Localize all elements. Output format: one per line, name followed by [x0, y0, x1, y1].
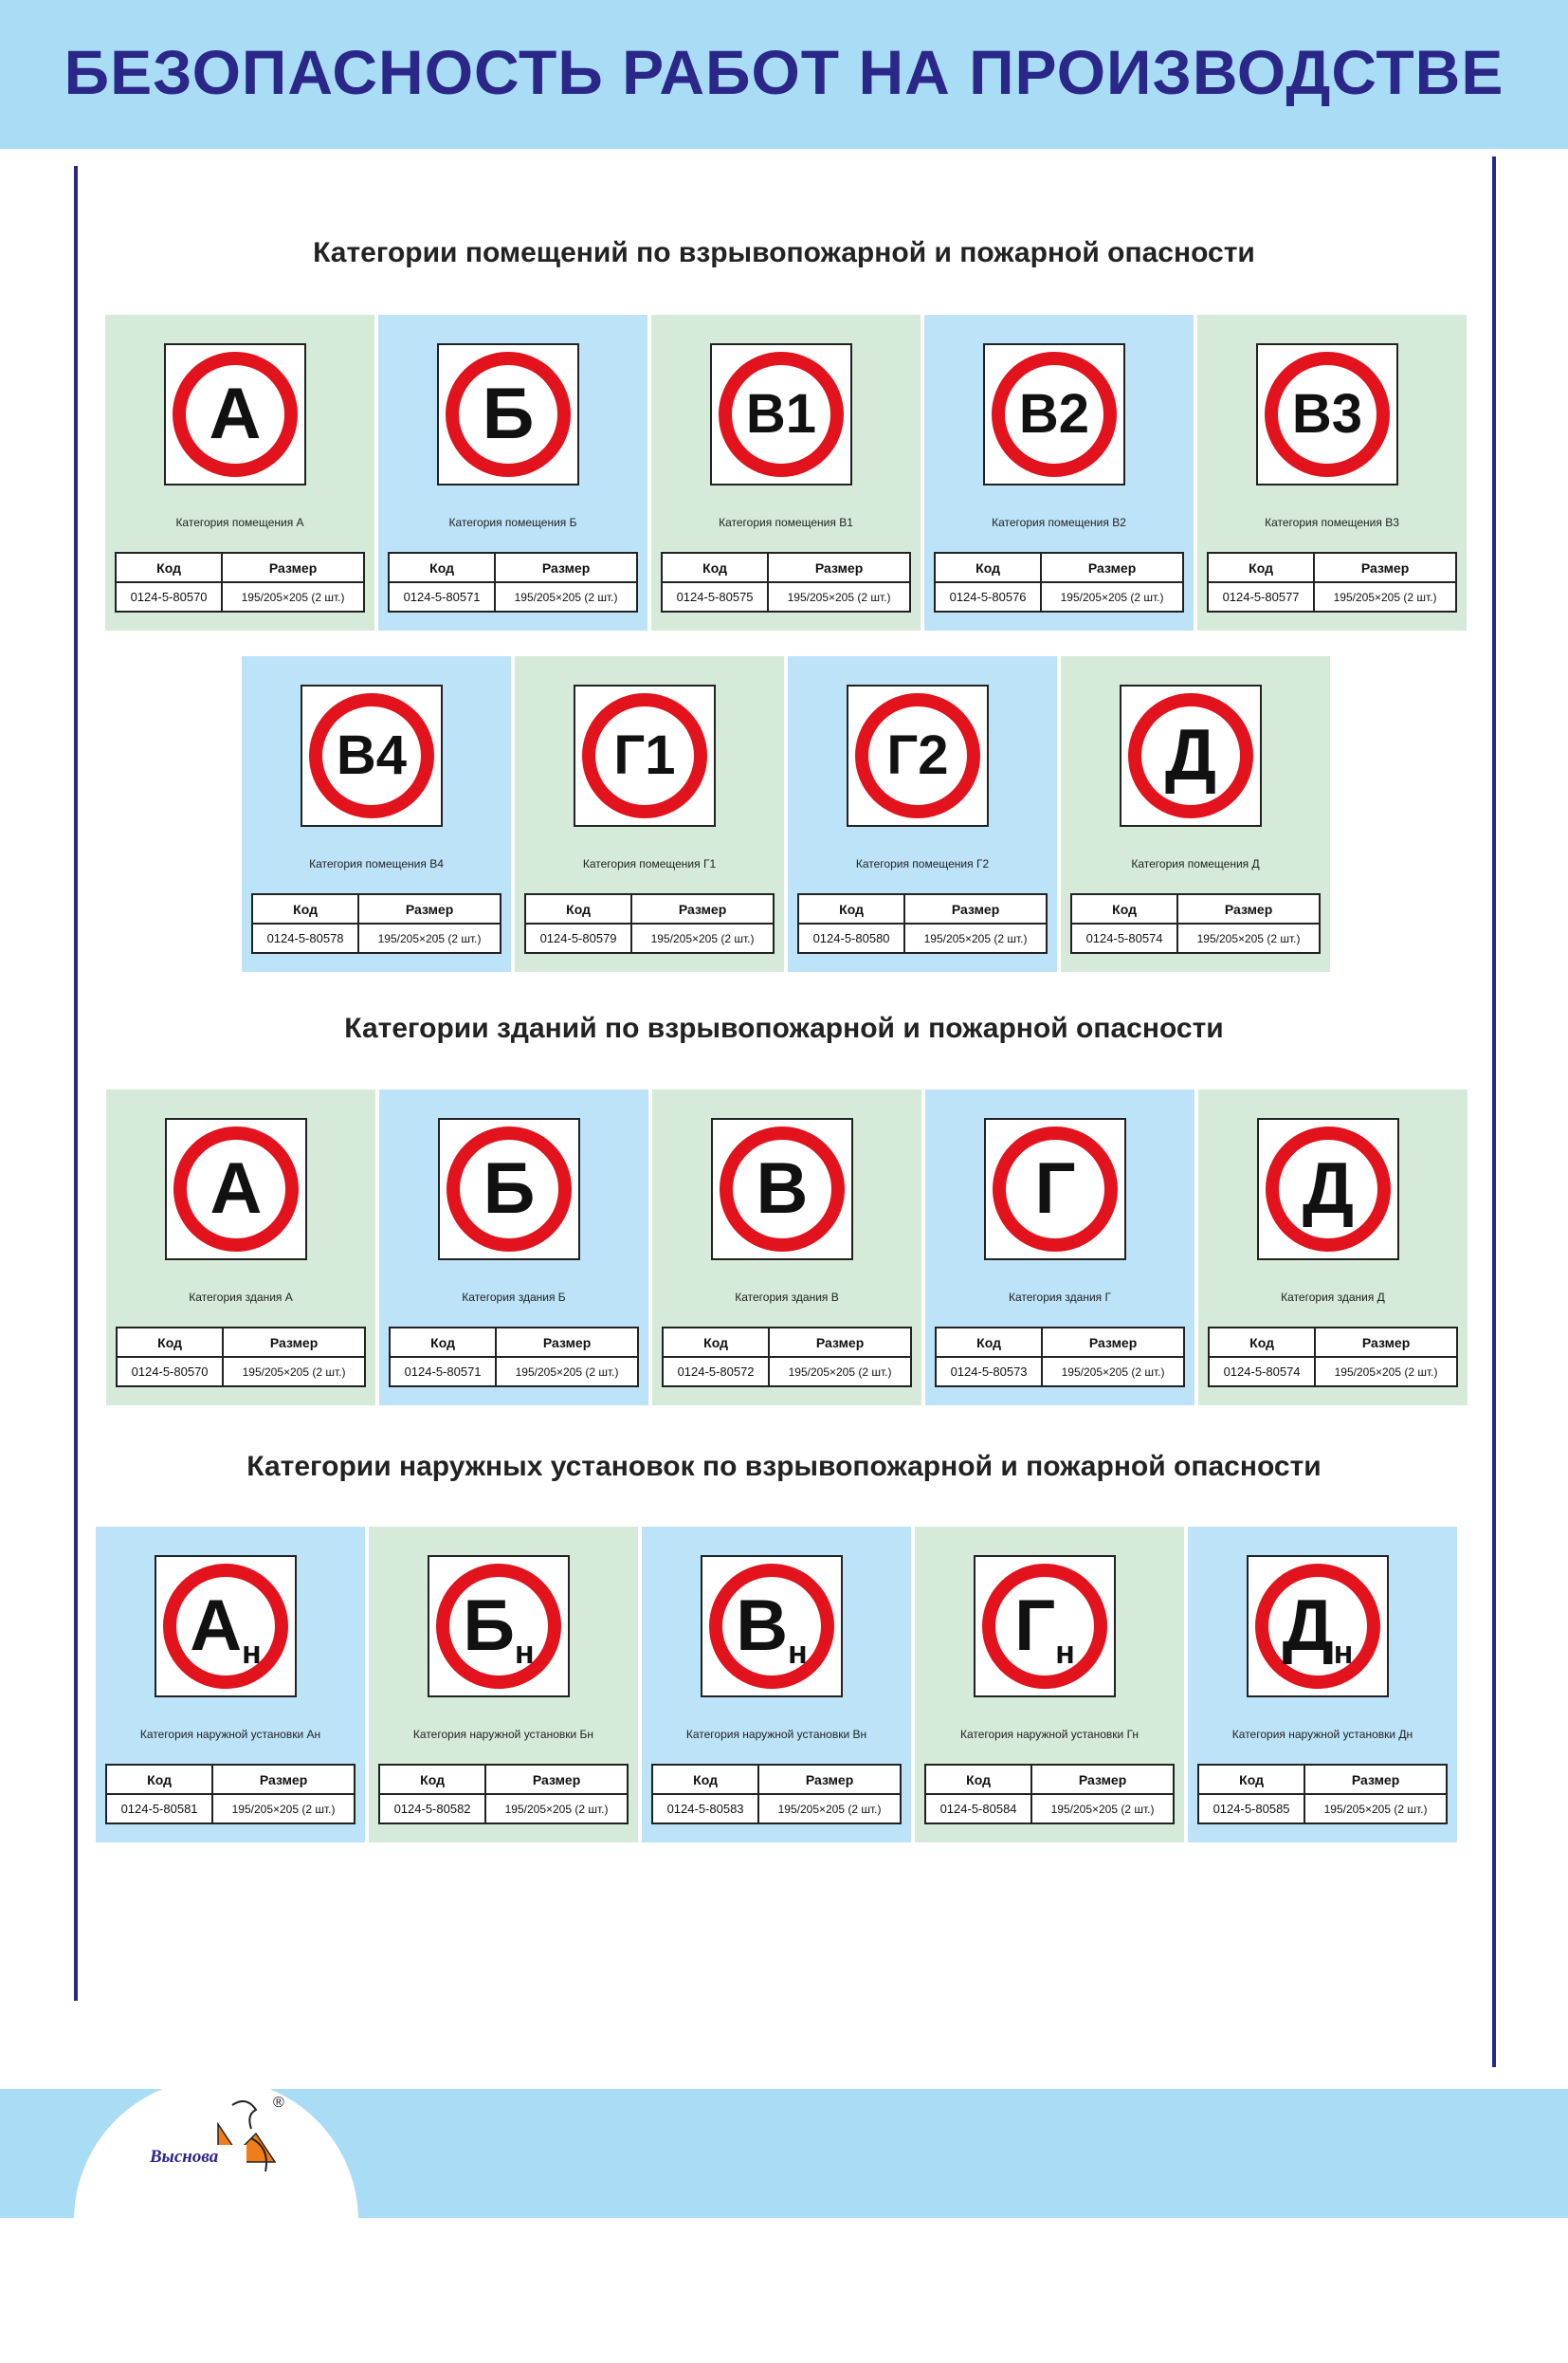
section-title-buildings: Категории зданий по взрывопожарной и пожарной опасности: [344, 1013, 1224, 1044]
code-header: Код: [106, 1765, 212, 1794]
category-letter: [1018, 383, 1090, 445]
sign-caption: Категория здания Д: [1281, 1291, 1385, 1304]
category-sign-card: [925, 1090, 1194, 1405]
code-value: 0124-5-80572: [663, 1357, 769, 1386]
code-header: Код: [925, 1765, 1031, 1794]
red-circle-icon: [719, 352, 844, 477]
category-letter: [463, 1585, 535, 1671]
size-header: Размер: [485, 1765, 628, 1794]
category-main: В: [756, 1148, 809, 1229]
category-sign: [847, 685, 989, 827]
category-letter: [483, 1148, 536, 1229]
size-value: 195/205×205 (2 шт.): [769, 1357, 911, 1386]
size-value: 195/205×205 (2 шт.): [758, 1794, 901, 1823]
rooms-row-2: [242, 656, 1330, 972]
sign-caption: Категория помещения Г1: [582, 857, 717, 870]
category-main: В: [736, 1585, 789, 1666]
category-sign: [1257, 1118, 1399, 1260]
category-sign: [438, 1118, 580, 1260]
category-letter: [736, 1585, 808, 1671]
code-value: 0124-5-80581: [106, 1794, 212, 1823]
sign-info-table: [1197, 1764, 1448, 1824]
category-sign: [711, 1118, 853, 1260]
page-title: БЕЗОПАСНОСТЬ РАБОТ НА ПРОИЗВОДСТВЕ: [64, 37, 1504, 107]
size-header: Размер: [631, 894, 774, 924]
code-header: Код: [1209, 1328, 1315, 1357]
code-header: Код: [379, 1765, 485, 1794]
code-header: Код: [117, 1328, 223, 1357]
code-value: 0124-5-80579: [525, 924, 631, 953]
category-letter: [1302, 1148, 1355, 1229]
size-header: Размер: [1031, 1765, 1174, 1794]
svg-text:Выснова: Выснова: [150, 2147, 219, 2167]
category-sign-card: [788, 656, 1057, 972]
size-header: Размер: [222, 553, 364, 582]
size-value: 195/205×205 (2 шт.): [222, 582, 364, 612]
category-sign-card: [369, 1527, 638, 1842]
size-value: 195/205×205 (2 шт.): [904, 924, 1047, 953]
sign-caption: Категория помещения В2: [992, 516, 1126, 529]
sign-caption: Категория наружной установки Ан: [139, 1728, 321, 1741]
code-header: Код: [1198, 1765, 1304, 1794]
size-value: 195/205×205 (2 шт.): [212, 1794, 355, 1823]
red-circle-icon: [309, 693, 434, 818]
category-sign: [437, 343, 579, 485]
buildings-row: [106, 1090, 1468, 1405]
category-sign: [165, 1118, 307, 1260]
sign-caption: Категория здания Г: [1008, 1291, 1111, 1304]
code-value: 0124-5-80578: [252, 924, 358, 953]
sign-info-table: [389, 1327, 639, 1387]
category-sign-card: [924, 315, 1194, 631]
category-sign: [1256, 343, 1398, 485]
category-letter: [1282, 1585, 1354, 1671]
category-sign: [428, 1555, 570, 1697]
red-circle-icon: [992, 352, 1117, 477]
red-circle-icon: [993, 1127, 1118, 1252]
category-sign: [983, 343, 1125, 485]
red-circle-icon: [709, 1564, 834, 1689]
sign-info-table: [378, 1764, 629, 1824]
red-circle-icon: [1255, 1564, 1380, 1689]
category-main: В4: [336, 724, 408, 786]
section-title-rooms: Категории помещений по взрывопожарной и пожарной опасности: [313, 237, 1255, 268]
category-sign-card: [642, 1527, 911, 1842]
sign-info-table: [1207, 552, 1457, 613]
sign-info-table: [797, 893, 1048, 954]
code-header: Код: [935, 553, 1041, 582]
category-letter: [756, 1148, 809, 1229]
code-header: Код: [662, 553, 768, 582]
category-sign-card: [651, 315, 921, 631]
category-main: Г: [1034, 1148, 1076, 1229]
sign-info-table: [388, 552, 638, 613]
code-value: 0124-5-80582: [379, 1794, 485, 1823]
code-header: Код: [116, 553, 222, 582]
category-sign-card: [1061, 656, 1330, 972]
red-circle-icon: [1265, 352, 1390, 477]
category-main: А: [209, 374, 262, 454]
code-value: 0124-5-80583: [652, 1794, 758, 1823]
red-circle-icon: [1128, 693, 1253, 818]
red-circle-icon: [1266, 1127, 1391, 1252]
red-circle-icon: [720, 1127, 845, 1252]
category-sign: [1247, 1555, 1389, 1697]
category-main: Г1: [613, 724, 676, 786]
rooms-row-1: [105, 315, 1467, 631]
size-value: 195/205×205 (2 шт.): [768, 582, 910, 612]
category-letter: [336, 724, 408, 786]
sign-caption: Категория здания В: [735, 1291, 839, 1304]
sign-caption: Категория помещения В4: [309, 857, 444, 870]
sign-info-table: [1208, 1327, 1458, 1387]
category-sign: [574, 685, 716, 827]
size-value: 195/205×205 (2 шт.): [223, 1357, 365, 1386]
sign-caption: Категория помещения Б: [448, 516, 577, 529]
red-circle-icon: [436, 1564, 561, 1689]
sign-caption: Категория наружной установки Дн: [1231, 1728, 1413, 1741]
sign-info-table: [1070, 893, 1321, 954]
category-subscript: н: [788, 1635, 808, 1671]
left-border-line: [74, 166, 78, 2001]
code-header: Код: [798, 894, 904, 924]
size-header: Размер: [1042, 1328, 1184, 1357]
size-value: 195/205×205 (2 шт.): [1315, 1357, 1457, 1386]
category-sign: [1120, 685, 1262, 827]
size-header: Размер: [1314, 553, 1456, 582]
code-value: 0124-5-80577: [1208, 582, 1314, 612]
category-sign-card: [915, 1527, 1184, 1842]
code-value: 0124-5-80571: [389, 582, 495, 612]
section-title-outdoor: Категории наружных установок по взрывопожарной и пожарной опасности: [246, 1451, 1322, 1482]
category-sign: [301, 685, 443, 827]
size-value: 195/205×205 (2 шт.): [1031, 1794, 1174, 1823]
category-main: Г2: [886, 724, 949, 786]
category-sign: [710, 343, 852, 485]
category-sign-card: [1197, 315, 1467, 631]
size-value: 195/205×205 (2 шт.): [1314, 582, 1456, 612]
category-sign-card: [96, 1527, 365, 1842]
category-letter: [210, 1148, 263, 1229]
sign-info-table: [115, 552, 365, 613]
category-letter: [1014, 1585, 1075, 1671]
category-main: Д: [1282, 1585, 1334, 1666]
sign-info-table: [524, 893, 775, 954]
category-sign-card: [378, 315, 647, 631]
category-sign-card: [1188, 1527, 1457, 1842]
sign-info-table: [662, 1327, 912, 1387]
size-header: Размер: [1041, 553, 1183, 582]
red-circle-icon: [447, 1127, 572, 1252]
code-value: 0124-5-80573: [936, 1357, 1042, 1386]
size-header: Размер: [768, 553, 910, 582]
category-sign: [155, 1555, 297, 1697]
code-value: 0124-5-80574: [1071, 924, 1177, 953]
size-value: 195/205×205 (2 шт.): [485, 1794, 628, 1823]
sign-caption: Категория наружной установки Гн: [959, 1728, 1140, 1741]
size-value: 195/205×205 (2 шт.): [1042, 1357, 1184, 1386]
sign-caption: Категория здания Б: [462, 1291, 566, 1304]
sign-info-table: [251, 893, 501, 954]
code-header: Код: [936, 1328, 1042, 1357]
size-header: Размер: [1315, 1328, 1457, 1357]
size-value: 195/205×205 (2 шт.): [358, 924, 501, 953]
category-sign: [974, 1555, 1116, 1697]
red-circle-icon: [163, 1564, 288, 1689]
category-main: Б: [483, 1148, 536, 1229]
outdoor-row: [96, 1527, 1457, 1842]
code-value: 0124-5-80575: [662, 582, 768, 612]
code-value: 0124-5-80580: [798, 924, 904, 953]
category-letter: [482, 374, 535, 454]
size-header: Размер: [223, 1328, 365, 1357]
category-sign: [164, 343, 306, 485]
category-main: А: [190, 1585, 243, 1666]
size-value: 195/205×205 (2 шт.): [496, 1357, 638, 1386]
sign-caption: Категория помещения Г2: [855, 857, 990, 870]
size-header: Размер: [358, 894, 501, 924]
code-header: Код: [389, 553, 495, 582]
category-main: Б: [463, 1585, 516, 1666]
code-header: Код: [390, 1328, 496, 1357]
code-header: Код: [525, 894, 631, 924]
category-main: Д: [1302, 1148, 1355, 1229]
code-header: Код: [1208, 553, 1314, 582]
size-header: Размер: [904, 894, 1047, 924]
red-circle-icon: [855, 693, 980, 818]
category-main: Г: [1014, 1585, 1056, 1666]
publisher-logo: [142, 2086, 303, 2190]
code-header: Код: [663, 1328, 769, 1357]
sign-caption: Категория помещения А: [175, 516, 304, 529]
category-main: Б: [482, 374, 535, 454]
category-letter: [1291, 383, 1363, 445]
category-sign: [984, 1118, 1126, 1260]
code-value: 0124-5-80576: [935, 582, 1041, 612]
category-letter: [1034, 1148, 1076, 1229]
category-letter: [1164, 715, 1217, 796]
size-header: Размер: [1304, 1765, 1447, 1794]
red-circle-icon: [982, 1564, 1107, 1689]
code-header: Код: [652, 1765, 758, 1794]
red-circle-icon: [446, 352, 571, 477]
sign-caption: Категория помещения В3: [1265, 516, 1399, 529]
category-sign-card: [515, 656, 784, 972]
category-subscript: н: [242, 1635, 262, 1671]
category-sign-card: [242, 656, 511, 972]
size-header: Размер: [496, 1328, 638, 1357]
page-header: [0, 0, 1568, 149]
sign-info-table: [924, 1764, 1175, 1824]
category-subscript: н: [1333, 1635, 1354, 1671]
code-value: 0124-5-80584: [925, 1794, 1031, 1823]
category-letter: [613, 724, 676, 786]
category-main: А: [210, 1148, 263, 1229]
size-header: Размер: [1177, 894, 1320, 924]
category-main: Д: [1164, 715, 1217, 796]
code-header: Код: [252, 894, 358, 924]
size-header: Размер: [495, 553, 637, 582]
size-value: 195/205×205 (2 шт.): [1304, 1794, 1447, 1823]
category-subscript: н: [515, 1635, 535, 1671]
category-main: В2: [1018, 383, 1090, 445]
sign-info-table: [116, 1327, 366, 1387]
sign-info-table: [935, 1327, 1185, 1387]
size-header: Размер: [769, 1328, 911, 1357]
category-sign-card: [105, 315, 374, 631]
code-value: 0124-5-80585: [1198, 1794, 1304, 1823]
size-value: 195/205×205 (2 шт.): [1041, 582, 1183, 612]
sign-caption: Категория помещения Д: [1131, 857, 1260, 870]
category-main: В1: [745, 383, 817, 445]
category-subscript: н: [1055, 1635, 1075, 1671]
sign-caption: Категория здания А: [189, 1291, 293, 1304]
sign-info-table: [105, 1764, 356, 1824]
size-value: 195/205×205 (2 шт.): [631, 924, 774, 953]
sign-caption: Категория наружной установки Вн: [685, 1728, 867, 1741]
category-letter: [190, 1585, 262, 1671]
category-sign-card: [1198, 1090, 1468, 1405]
code-value: 0124-5-80571: [390, 1357, 496, 1386]
svg-text:®: ®: [273, 2095, 284, 2111]
category-letter: [209, 374, 262, 454]
code-value: 0124-5-80574: [1209, 1357, 1315, 1386]
category-letter: [886, 724, 949, 786]
code-value: 0124-5-80570: [117, 1357, 223, 1386]
category-main: В3: [1291, 383, 1363, 445]
red-circle-icon: [582, 693, 707, 818]
red-circle-icon: [173, 352, 298, 477]
code-header: Код: [1071, 894, 1177, 924]
sign-caption: Категория помещения В1: [719, 516, 853, 529]
sign-info-table: [661, 552, 911, 613]
category-sign-card: [106, 1090, 375, 1405]
category-sign: [701, 1555, 843, 1697]
code-value: 0124-5-80570: [116, 582, 222, 612]
sign-info-table: [934, 552, 1184, 613]
red-circle-icon: [173, 1127, 299, 1252]
sign-info-table: [651, 1764, 902, 1824]
size-header: Размер: [758, 1765, 901, 1794]
category-letter: [745, 383, 817, 445]
category-sign-card: [379, 1090, 648, 1405]
size-header: Размер: [212, 1765, 355, 1794]
size-value: 195/205×205 (2 шт.): [1177, 924, 1320, 953]
category-sign-card: [652, 1090, 921, 1405]
size-value: 195/205×205 (2 шт.): [495, 582, 637, 612]
right-border-line: [1492, 156, 1496, 2067]
sign-caption: Категория наружной установки Бн: [412, 1728, 594, 1741]
